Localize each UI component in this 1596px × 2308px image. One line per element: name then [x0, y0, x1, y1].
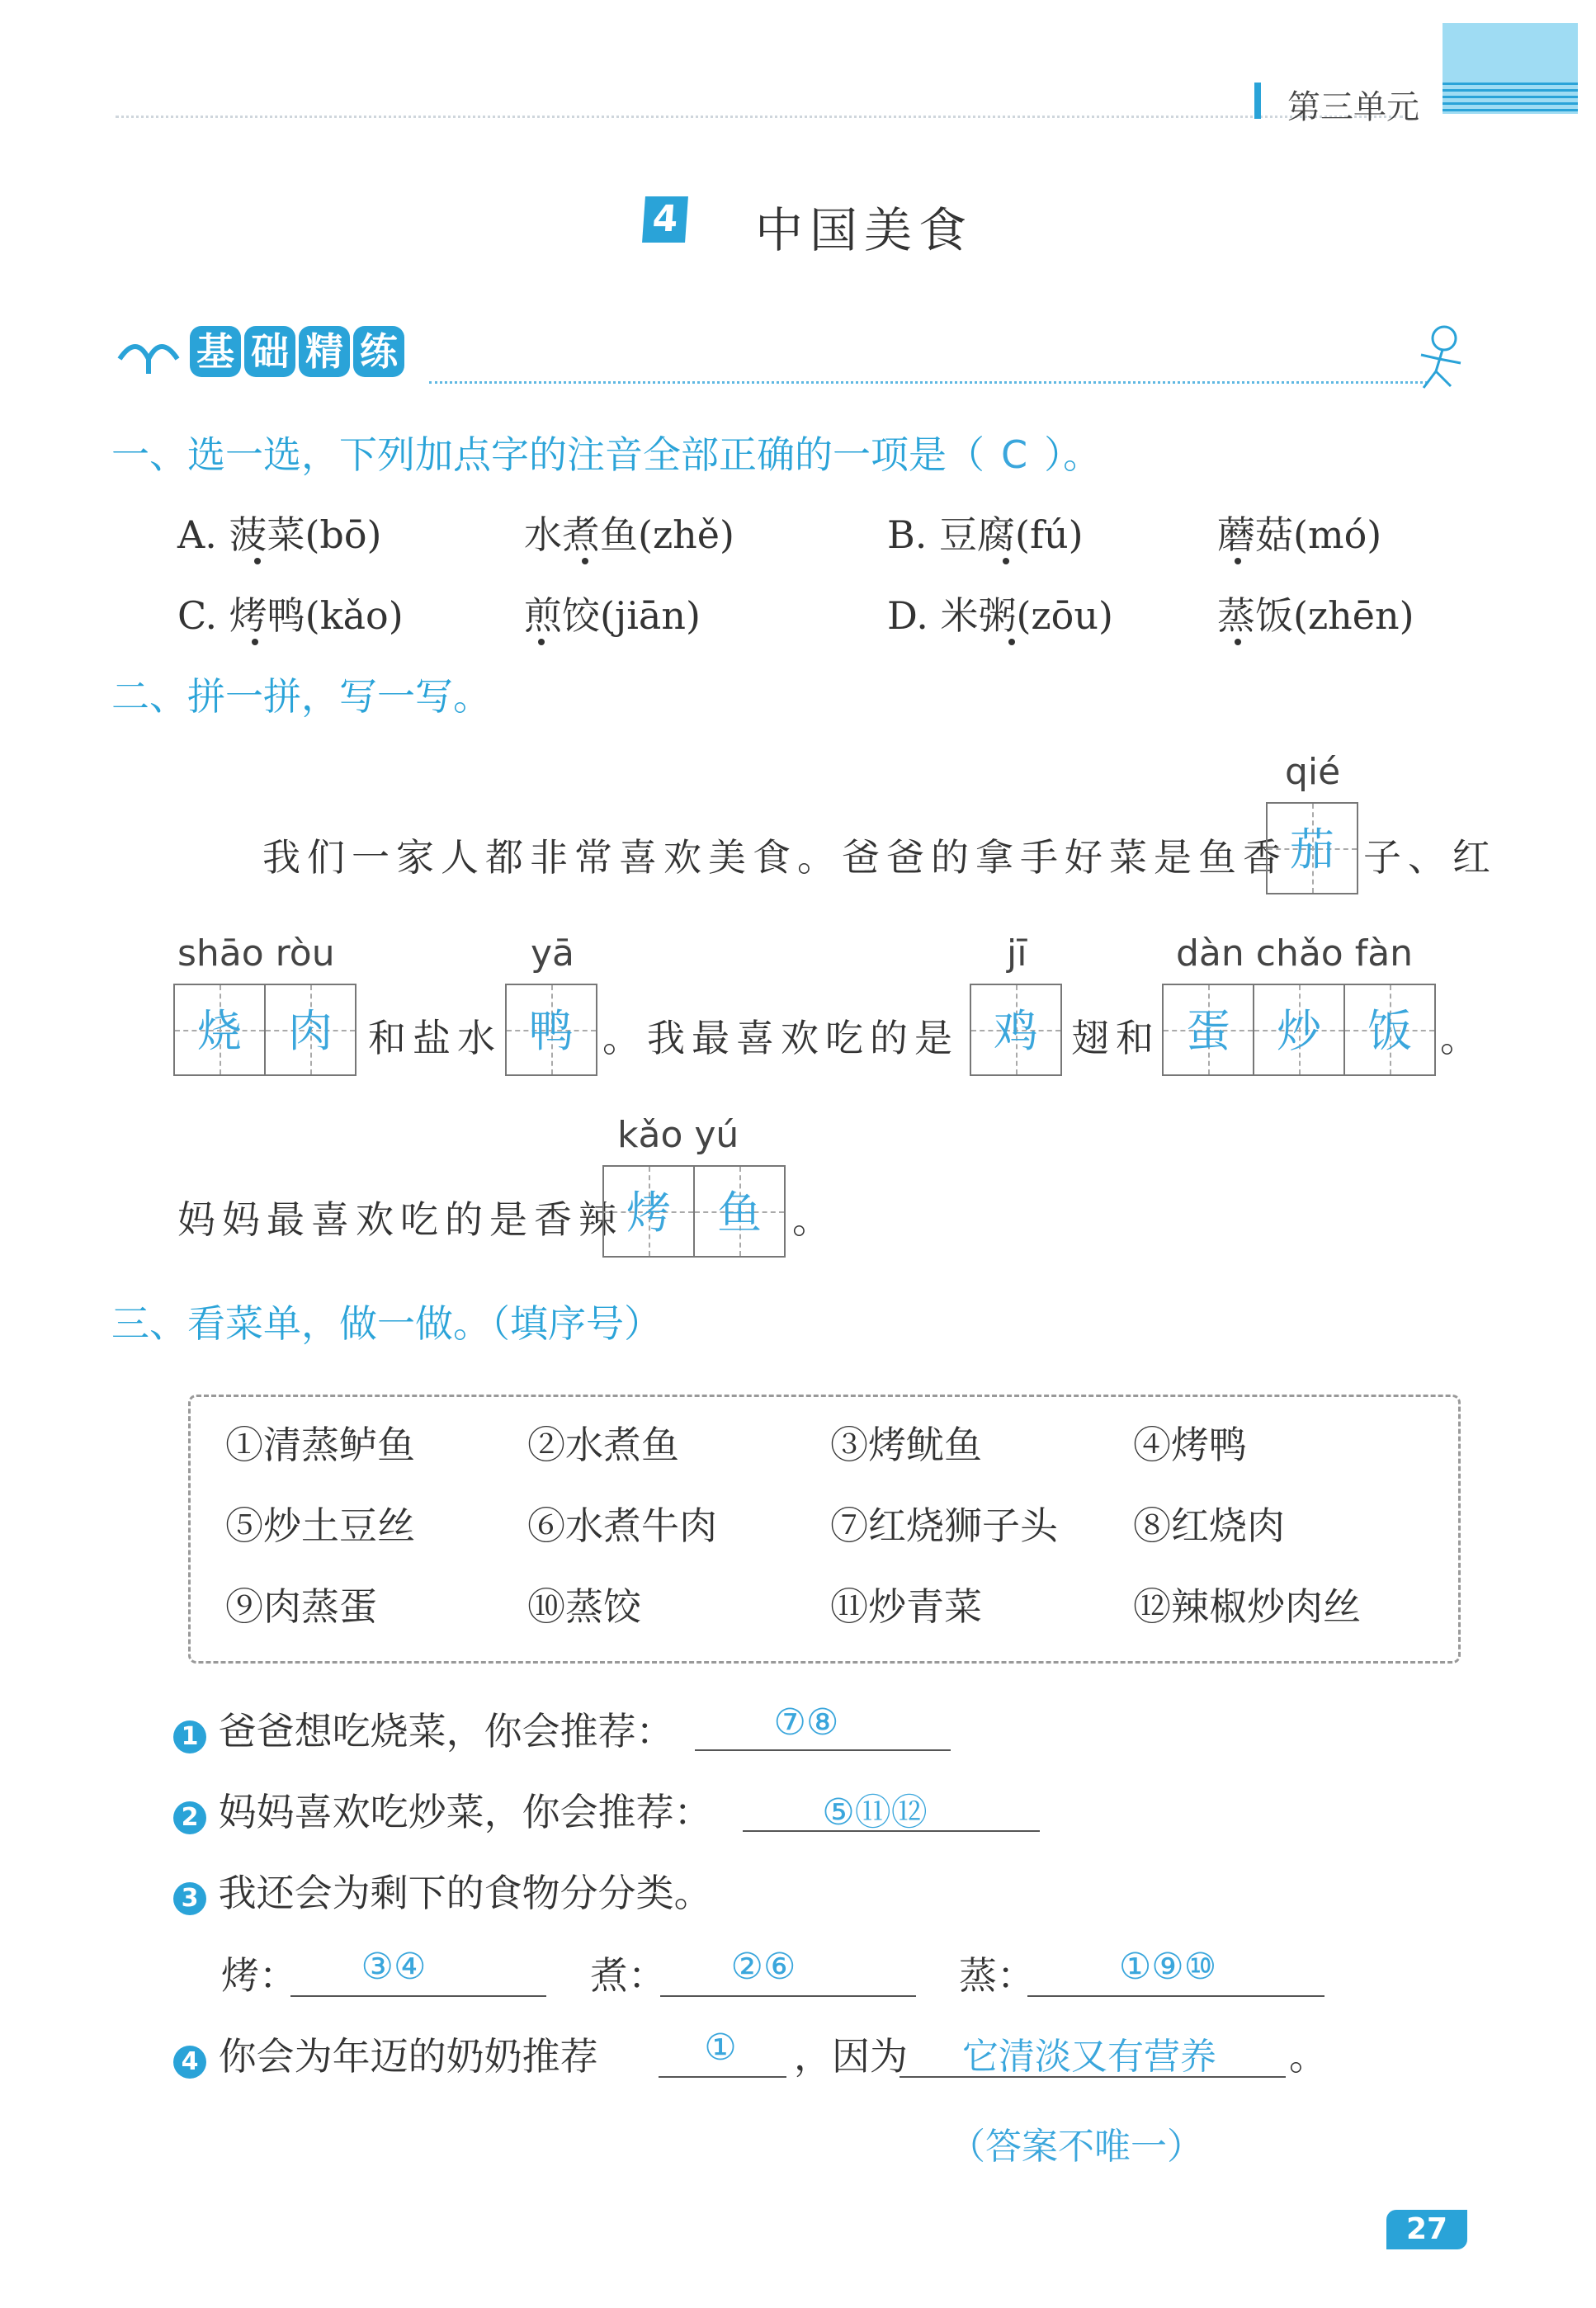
answer-cell	[1343, 984, 1436, 1076]
menu-item: ⑤炒土豆丝	[225, 1503, 415, 1548]
sub-question-4-end: 。	[1289, 2034, 1327, 2079]
option-a: A. 菠菜(bō)	[177, 512, 382, 557]
lesson-title: 中国美食	[755, 202, 974, 258]
menu-item: ③烤鱿鱼	[830, 1423, 982, 1467]
banner-divider	[429, 381, 1428, 384]
number-badge: 2	[173, 1801, 206, 1834]
option-d-2: 蒸饭(zhēn)	[1217, 593, 1414, 638]
answer-grid-ji	[970, 984, 1062, 1076]
answer-grid-danchaofan	[1162, 984, 1436, 1076]
banner-char: 基	[190, 326, 241, 377]
sub-question-1	[173, 1702, 674, 1756]
q1-tail: ）。	[1044, 432, 1102, 477]
unit-label: 第三单元	[1287, 88, 1419, 126]
passage-line-2b: 。我最喜欢吃的是	[602, 1016, 959, 1060]
answer-line	[1027, 1995, 1324, 1997]
menu-item: ⑫辣椒炒肉丝	[1133, 1584, 1361, 1629]
answer-line	[695, 1749, 951, 1751]
answer-char: 烤	[626, 1187, 671, 1239]
answer-char: 肉	[288, 1005, 333, 1057]
answer-text: 它清淡又有营养	[962, 2036, 1216, 2078]
answer-char: 饭	[1367, 1005, 1412, 1057]
option-d: D. 米粥(zōu)	[887, 593, 1113, 638]
passage-line-2-end: 。	[1440, 1016, 1485, 1060]
emphasis-dot	[252, 639, 258, 645]
question-2-heading: 二、拼一拼，写一写。	[111, 674, 491, 719]
menu-item: ⑧红烧肉	[1133, 1503, 1285, 1548]
q1-answer: C	[1001, 432, 1028, 477]
question-3-heading: 三、看菜单，做一做。（填序号）	[111, 1301, 662, 1346]
answer-grid-kaoyu	[602, 1165, 786, 1258]
option-a-2: 水煮鱼(zhě)	[524, 512, 734, 557]
answer-text: ③④	[361, 1946, 427, 1988]
emphasis-dot	[582, 558, 588, 564]
answer-cell	[1253, 984, 1345, 1076]
pinyin-ji: jī	[1007, 932, 1027, 975]
answer-char: 蛋	[1186, 1005, 1230, 1057]
section-banner	[190, 326, 404, 377]
pinyin-danchaofan: dàn chǎo fàn	[1176, 932, 1414, 975]
passage-line-1-tail: 子、红	[1363, 835, 1497, 880]
answer-text: ②⑥	[730, 1946, 796, 1988]
menu-item: ⑦红烧狮子头	[830, 1503, 1058, 1548]
passage-line-2a: 和盐水	[368, 1016, 502, 1060]
answer-cell	[505, 984, 597, 1076]
answer-cell	[602, 1165, 695, 1258]
category-label: 烤：	[221, 1953, 297, 1998]
menu-item: ⑨肉蒸蛋	[225, 1584, 377, 1629]
menu-item: ⑪炒青菜	[830, 1584, 982, 1629]
number-badge: 1	[173, 1720, 206, 1753]
page-number: 27	[1386, 2210, 1467, 2249]
menu-item: ①清蒸鲈鱼	[225, 1423, 415, 1467]
sub-question-text: 妈妈喜欢吃炒菜，你会推荐：	[218, 1790, 712, 1834]
option-c-2: 煎饺(jiān)	[524, 593, 701, 638]
sprout-icon	[111, 326, 186, 375]
answer-grid-shaorou	[173, 984, 357, 1076]
pinyin-qie: qié	[1285, 751, 1341, 793]
sub-question-text: 我还会为剩下的食物分分类。	[218, 1871, 712, 1915]
answer-char: 鱼	[717, 1187, 762, 1239]
answer-cell	[970, 984, 1062, 1076]
emphasis-dot	[538, 639, 545, 645]
answer-cell	[1266, 802, 1358, 894]
number-badge: 3	[173, 1882, 206, 1915]
option-b-2: 蘑菇(mó)	[1217, 512, 1382, 557]
q1-head-text: 一、选一选，下列加点字的注音全部正确的一项是（	[111, 432, 985, 477]
option-c: C. 烤鸭(kǎo)	[177, 593, 404, 638]
answer-cell	[264, 984, 357, 1076]
answer-line	[660, 1995, 916, 1997]
answer-text: ⑦⑧	[773, 1702, 839, 1744]
option-b: B. 豆腐(fú)	[887, 512, 1084, 557]
passage-line-3: 妈妈最喜欢吃的是香辣	[177, 1197, 623, 1242]
category-label: 煮：	[590, 1953, 666, 1998]
sub-question-text: 你会为年迈的奶奶推荐	[218, 2034, 598, 2079]
menu-item: ⑥水煮牛肉	[527, 1503, 717, 1548]
answer-cell	[173, 984, 266, 1076]
sub-question-text: 爸爸想吃烧菜，你会推荐：	[218, 1709, 674, 1753]
answer-line	[290, 1995, 546, 1997]
header-divider	[116, 116, 1403, 118]
answer-grid-qie	[1266, 802, 1358, 894]
category-label: 蒸：	[959, 1953, 1035, 1998]
answer-grid-ya	[505, 984, 597, 1076]
menu-item: ⑩蒸饺	[527, 1584, 641, 1629]
passage-line-2c: 翅和	[1071, 1016, 1160, 1060]
sub-question-4	[173, 2027, 598, 2081]
sub-question-2	[173, 1782, 712, 1837]
emphasis-dot	[1235, 639, 1241, 645]
answer-char: 烧	[197, 1005, 242, 1057]
emphasis-dot	[1008, 639, 1015, 645]
pinyin-shaorou: shāo ròu	[177, 932, 335, 975]
answer-line	[659, 2076, 786, 2078]
answer-cell	[693, 1165, 786, 1258]
menu-item: ④烤鸭	[1133, 1423, 1247, 1467]
menu-item: ②水煮鱼	[527, 1423, 679, 1467]
emphasis-dot	[1003, 558, 1009, 564]
running-figure-icon	[1411, 322, 1469, 396]
answer-char: 茄	[1290, 824, 1334, 876]
answer-text: ⑤⑪⑫	[822, 1791, 928, 1834]
emphasis-dot	[1235, 558, 1241, 564]
emphasis-dot	[254, 558, 261, 564]
banner-char: 练	[353, 326, 404, 377]
answer-char: 鸭	[529, 1005, 574, 1057]
answer-note: （答案不唯一）	[949, 2126, 1203, 2168]
passage-line-1: 我们一家人都非常喜欢美食。爸爸的拿手好菜是鱼香	[262, 835, 1287, 880]
answer-char: 炒	[1277, 1005, 1321, 1057]
menu-box	[188, 1395, 1461, 1664]
number-badge: 4	[173, 2046, 206, 2079]
passage-line-3-end: 。	[792, 1197, 837, 1242]
question-1-heading	[111, 425, 1101, 479]
banner-char: 础	[244, 326, 295, 377]
answer-text: ①⑨⑩	[1118, 1946, 1217, 1988]
answer-text: ①	[704, 2027, 737, 2069]
pinyin-kaoyu: kǎo yú	[617, 1114, 739, 1156]
sub-question-4-mid: ，因为	[794, 2034, 908, 2079]
banner-char: 精	[299, 326, 350, 377]
sub-question-3	[173, 1863, 712, 1918]
pinyin-ya: yā	[531, 932, 575, 975]
header-stripes	[1443, 83, 1578, 114]
answer-cell	[1162, 984, 1254, 1076]
lesson-number: 4	[642, 196, 688, 243]
answer-char: 鸡	[994, 1005, 1038, 1057]
header-accent-bar	[1254, 83, 1261, 119]
